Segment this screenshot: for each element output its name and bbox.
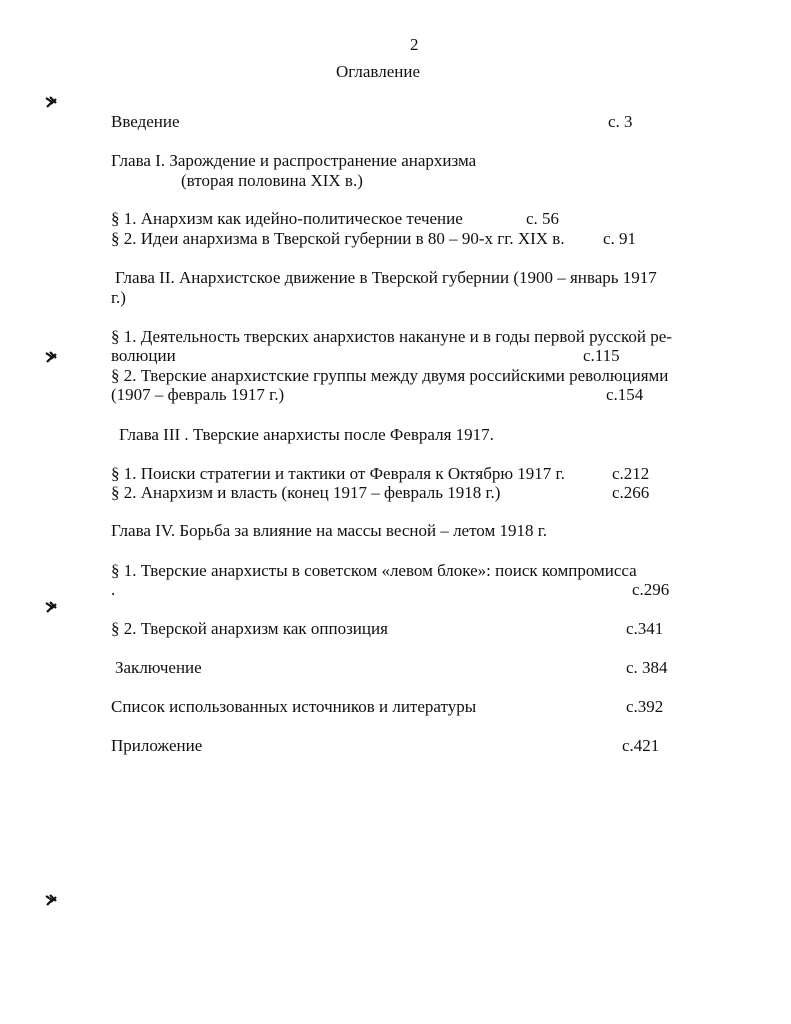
page-number: 2: [410, 35, 419, 54]
chapter2-title-cont: г.): [111, 288, 126, 307]
toc-entry-ch2-sec1-cont: волюции: [111, 346, 176, 365]
toc-page-ch3-sec2: с.266: [612, 483, 650, 502]
toc-entry-sources: Список использованных источников и литературы: [111, 697, 477, 716]
toc-entry-ch4-sec1: § 1. Тверские анархисты в советском «левом блоке»: поиск компромисса: [111, 561, 637, 580]
toc-entry-ch2-sec2: § 2. Тверские анархистские группы между двумя российскими революциями: [111, 366, 669, 385]
toc-entry-ch2-sec1: § 1. Деятельность тверских анархистов накануне и в годы первой русской ре-: [111, 327, 672, 346]
toc-entry-ch1-sec1: § 1. Анархизм как идейно-политическое течение: [111, 209, 463, 228]
toc-page-appendix: с.421: [622, 736, 660, 755]
toc-page-sources: с.392: [626, 697, 664, 716]
toc-entry-ch3-sec2: § 2. Анархизм и власть (конец 1917 – февраль 1918 г.): [111, 483, 501, 502]
toc-page-ch2-sec2: с.154: [606, 385, 644, 404]
page-title: Оглавление: [336, 62, 420, 81]
scan-mark-icon: [44, 600, 58, 614]
toc-entry-ch4-sec1-cont: .: [111, 580, 116, 599]
scan-mark-icon: [44, 893, 58, 907]
chapter1-title: Глава I. Зарождение и распространение анархизма: [111, 151, 477, 170]
scan-mark-icon: [44, 350, 58, 364]
toc-entry-ch4-sec2: § 2. Тверской анархизм как оппозиция: [111, 619, 388, 638]
toc-entry-conclusion: Заключение: [115, 658, 202, 677]
scan-mark-icon: [44, 95, 58, 109]
chapter2-title: Глава II. Анархистское движение в Тверской губернии (1900 – январь 1917: [115, 268, 657, 287]
toc-entry-ch2-sec2-cont: (1907 – февраль 1917 г.): [111, 385, 285, 404]
toc-page-ch1-sec2: с. 91: [603, 229, 637, 248]
chapter1-subtitle: (вторая половина XIX в.): [181, 171, 363, 190]
toc-page-ch4-sec1: с.296: [632, 580, 670, 599]
toc-page-ch3-sec1: с.212: [612, 464, 650, 483]
chapter3-title: Глава III . Тверские анархисты после Февраля 1917.: [119, 425, 494, 444]
toc-page-ch1-sec1: с. 56: [526, 209, 560, 228]
toc-page-intro: с. 3: [608, 112, 633, 131]
toc-entry-ch3-sec1: § 1. Поиски стратегии и тактики от Февраля к Октябрю 1917 г.: [111, 464, 565, 483]
chapter4-title: Глава IV. Борьба за влияние на массы весной – летом 1918 г.: [111, 521, 548, 540]
toc-page-conclusion: с. 384: [626, 658, 668, 677]
toc-entry-intro: Введение: [111, 112, 180, 131]
toc-page-ch2-sec1: с.115: [583, 346, 620, 365]
toc-entry-appendix: Приложение: [111, 736, 203, 755]
toc-page-ch4-sec2: с.341: [626, 619, 664, 638]
toc-entry-ch1-sec2: § 2. Идеи анархизма в Тверской губернии в 80 – 90-х гг. XIX в.: [111, 229, 565, 248]
